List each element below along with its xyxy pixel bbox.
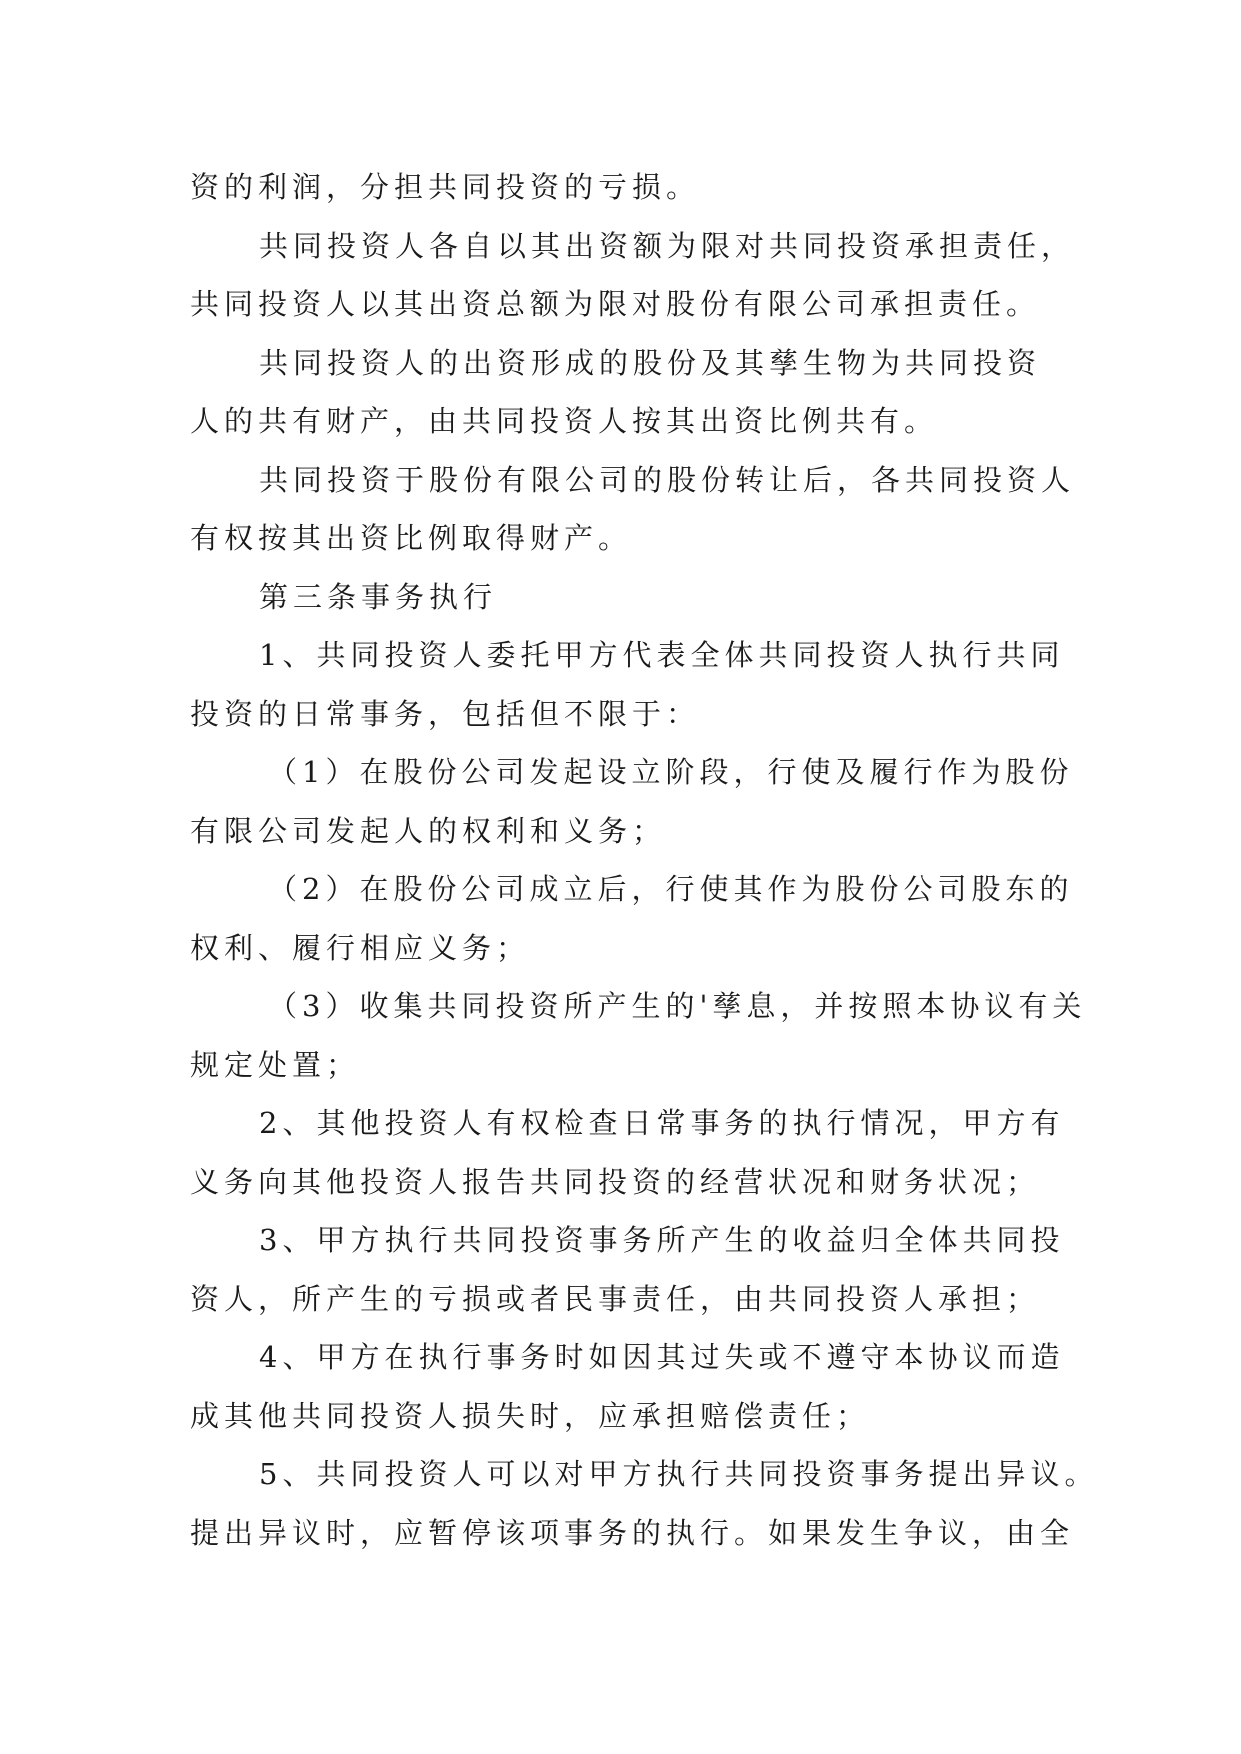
text-line: 2、其他投资人有权检查日常事务的执行情况，甲方有 <box>259 1106 1065 1140</box>
text-line: 提出异议时，应暂停该项事务的执行。如果发生争议，由全 <box>190 1515 1075 1550</box>
text-line: （3）收集共同投资所产生的'孳息，并按照本协议有关 <box>268 989 1087 1023</box>
text-line: 人的共有财产，由共同投资人按其出资比例共有。 <box>190 404 939 438</box>
text-line: 共同投资人各自以其出资额为限对共同投资承担责任， <box>259 228 1076 263</box>
text-line: 成其他共同投资人损失时，应承担赔偿责任； <box>190 1398 871 1433</box>
text-line: 共同投资人以其出资总额为限对股份有限公司承担责任。 <box>190 287 1041 321</box>
text-line: 义务向其他投资人报告共同投资的经营状况和财务状况； <box>190 1164 1041 1199</box>
section-heading: 第三条事务执行 <box>259 579 498 614</box>
text-line: 4、甲方在执行事务时如因其过失或不遵守本协议而造 <box>259 1340 1065 1374</box>
text-line: 3、甲方执行共同投资事务所产生的收益归全体共同投 <box>259 1223 1065 1257</box>
text-line: 资的利润，分担共同投资的亏损。 <box>190 170 701 204</box>
text-line: 投资的日常事务，包括但不限于： <box>190 696 701 731</box>
text-line: 资人，所产生的亏损或者民事责任，由共同投资人承担； <box>190 1281 1041 1316</box>
document-body <box>190 158 1099 1562</box>
text-line: 5、共同投资人可以对甲方执行共同投资事务提出异议。 <box>259 1457 1099 1491</box>
text-line: 规定处置； <box>190 1047 361 1082</box>
text-line: 共同投资人的出资形成的股份及其孳生物为共同投资 <box>259 345 1042 380</box>
text-line: 1、共同投资人委托甲方代表全体共同投资人执行共同 <box>259 638 1065 672</box>
text-line: 共同投资于股份有限公司的股份转让后，各共同投资人 <box>259 462 1076 497</box>
text-line: 有限公司发起人的权利和义务； <box>190 813 667 848</box>
text-line: 有权按其出资比例取得财产。 <box>190 521 633 555</box>
text-line: 权利、履行相应义务； <box>190 930 531 965</box>
text-line: （1）在股份公司发起设立阶段，行使及履行作为股份 <box>268 755 1074 789</box>
text-line: （2）在股份公司成立后，行使其作为股份公司股东的 <box>268 872 1074 906</box>
